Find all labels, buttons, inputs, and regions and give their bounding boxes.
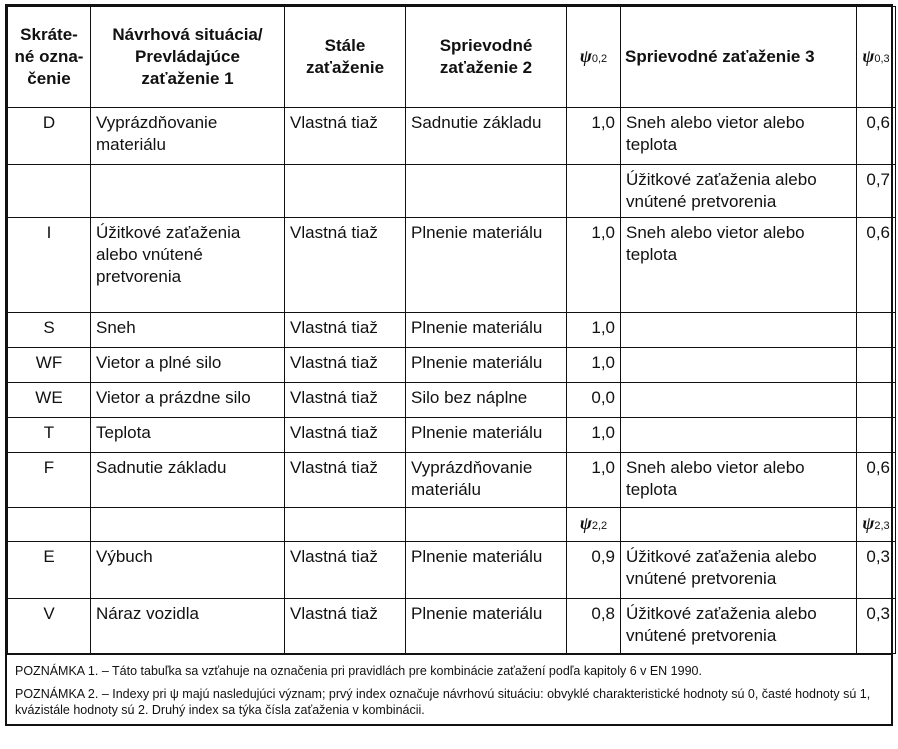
table-row — [8, 108, 896, 165]
cell-situation: Vyprázdňovanie materiálu — [91, 108, 285, 165]
subheader-row — [8, 508, 896, 542]
cell-psi-2: 1,0 — [567, 313, 621, 348]
cell-abbr: F — [8, 453, 91, 508]
cell-psi-2: 0,8 — [567, 599, 621, 654]
table-row — [8, 313, 896, 348]
table-subheader-psi2 — [8, 508, 896, 542]
cell-psi-3 — [857, 313, 896, 348]
cell-psi-3: 0,3 — [857, 542, 896, 599]
header-accompanying-2: Sprievodné zaťaženie 2 — [406, 7, 567, 108]
subheader-psi-2-2 — [567, 508, 621, 542]
notes-section — [7, 654, 891, 724]
note-1: POZNÁMKA 1. – Táto tabuľka sa vzťahuje na označenia pri pravidlách pre kombinácie zaťažení podľa kapitoly 6 v EN 1990. — [15, 664, 702, 678]
cell-accompanying-3 — [621, 383, 857, 418]
psi-symbol: ψ — [579, 513, 592, 533]
cell-accompanying-3: Úžitkové zaťaženia alebo vnútené pretvorenia — [621, 542, 857, 599]
cell-accompanying-2: Plnenie materiálu — [406, 218, 567, 313]
psi-symbol: ψ — [862, 45, 875, 66]
cell-accompanying-3: Úžitkové zaťaženia alebo vnútené pretvorenia — [621, 165, 857, 218]
cell-situation: Úžitkové zaťaženia alebo vnútené pretvorenia — [91, 218, 285, 313]
table-row — [8, 542, 896, 599]
header-permanent: Stále zaťaženie — [285, 7, 406, 108]
cell-accompanying-2: Plnenie materiálu — [406, 313, 567, 348]
cell-accompanying-3: Sneh alebo vietor alebo teplota — [621, 218, 857, 313]
table-row — [8, 348, 896, 383]
table-cell — [406, 508, 567, 542]
cell-psi-3 — [857, 383, 896, 418]
table-row — [8, 383, 896, 418]
cell-psi-3: 0,6 — [857, 218, 896, 313]
cell-abbr: I — [8, 218, 91, 313]
cell-abbr: WE — [8, 383, 91, 418]
cell-abbr: E — [8, 542, 91, 599]
cell-abbr: WF — [8, 348, 91, 383]
cell-psi-2: 0,0 — [567, 383, 621, 418]
load-combination-table-container — [5, 4, 893, 726]
table-body-psi2 — [8, 542, 896, 654]
cell-psi-2: 1,0 — [567, 418, 621, 453]
psi-subscript: 0,3 — [874, 52, 890, 65]
cell-abbr — [8, 165, 91, 218]
table-row — [8, 599, 896, 654]
cell-situation: Vietor a plné silo — [91, 348, 285, 383]
cell-situation: Teplota — [91, 418, 285, 453]
cell-permanent: Vlastná tiaž — [285, 453, 406, 508]
header-accompanying-3: Sprievodné zaťaženie 3 — [621, 7, 857, 108]
cell-situation: Výbuch — [91, 542, 285, 599]
table-row — [8, 418, 896, 453]
cell-accompanying-3 — [621, 313, 857, 348]
cell-accompanying-3: Úžitkové zaťaženia alebo vnútené pretvorenia — [621, 599, 857, 654]
cell-accompanying-2: Plnenie materiálu — [406, 418, 567, 453]
cell-situation: Sneh — [91, 313, 285, 348]
table-cell — [8, 508, 91, 542]
table-row — [8, 453, 896, 508]
cell-permanent: Vlastná tiaž — [285, 108, 406, 165]
table-row — [8, 165, 896, 218]
cell-permanent: Vlastná tiaž — [285, 418, 406, 453]
cell-permanent: Vlastná tiaž — [285, 599, 406, 654]
cell-permanent: Vlastná tiaž — [285, 383, 406, 418]
cell-abbr: V — [8, 599, 91, 654]
psi-subscript: 2,2 — [591, 520, 608, 532]
cell-psi-3 — [857, 418, 896, 453]
cell-accompanying-2: Plnenie materiálu — [406, 542, 567, 599]
cell-psi-2: 1,0 — [567, 218, 621, 313]
table-body-psi0 — [8, 108, 896, 508]
cell-psi-2: 0,9 — [567, 542, 621, 599]
table-cell — [621, 508, 857, 542]
psi-symbol: ψ — [579, 45, 592, 66]
cell-psi-2: 1,0 — [567, 108, 621, 165]
cell-accompanying-2: Plnenie materiálu — [406, 599, 567, 654]
cell-psi-2: 1,0 — [567, 453, 621, 508]
load-combination-table — [7, 6, 896, 654]
table-cell — [91, 508, 285, 542]
cell-accompanying-3 — [621, 348, 857, 383]
header-psi-0-3 — [857, 7, 896, 108]
cell-accompanying-2 — [406, 165, 567, 218]
cell-psi-3 — [857, 348, 896, 383]
cell-abbr: D — [8, 108, 91, 165]
header-row — [8, 7, 896, 108]
cell-situation: Vietor a prázdne silo — [91, 383, 285, 418]
cell-accompanying-3: Sneh alebo vietor alebo teplota — [621, 453, 857, 508]
cell-psi-2 — [567, 165, 621, 218]
cell-psi-3: 0,3 — [857, 599, 896, 654]
cell-permanent — [285, 165, 406, 218]
psi-subscript: 0,2 — [591, 52, 608, 65]
psi-subscript: 2,3 — [874, 520, 890, 532]
cell-psi-3: 0,6 — [857, 108, 896, 165]
psi-symbol: ψ — [862, 513, 875, 533]
table-row — [8, 218, 896, 313]
cell-abbr: T — [8, 418, 91, 453]
note-2: POZNÁMKA 2. – Indexy pri ψ majú nasledujúci význam; prvý index označuje návrhovú situáciu: obvyklé charakteristické hodnoty sú 0, časté hodnoty sú 1, kvázistále hodnoty sú 2. Druhý index sa týka čísla zaťaženia v kombinácii. — [15, 687, 871, 717]
table-cell — [285, 508, 406, 542]
cell-situation — [91, 165, 285, 218]
cell-accompanying-3: Sneh alebo vietor alebo teplota — [621, 108, 857, 165]
cell-situation: Sadnutie základu — [91, 453, 285, 508]
header-psi-0-2 — [567, 7, 621, 108]
cell-permanent: Vlastná tiaž — [285, 218, 406, 313]
cell-permanent: Vlastná tiaž — [285, 313, 406, 348]
cell-psi-2: 1,0 — [567, 348, 621, 383]
cell-psi-3: 0,6 — [857, 453, 896, 508]
cell-accompanying-2: Silo bez náplne — [406, 383, 567, 418]
header-abbr: Skráte-né ozna-čenie — [8, 7, 91, 108]
cell-accompanying-2: Sadnutie základu — [406, 108, 567, 165]
cell-abbr: S — [8, 313, 91, 348]
cell-situation: Náraz vozidla — [91, 599, 285, 654]
cell-psi-3: 0,7 — [857, 165, 896, 218]
cell-permanent: Vlastná tiaž — [285, 542, 406, 599]
cell-accompanying-2: Vyprázdňovanie materiálu — [406, 453, 567, 508]
cell-permanent: Vlastná tiaž — [285, 348, 406, 383]
subheader-psi-2-3 — [857, 508, 896, 542]
cell-accompanying-2: Plnenie materiálu — [406, 348, 567, 383]
header-situation: Návrhová situácia/ Prevládajúce zaťaženie 1 — [91, 7, 285, 108]
cell-accompanying-3 — [621, 418, 857, 453]
